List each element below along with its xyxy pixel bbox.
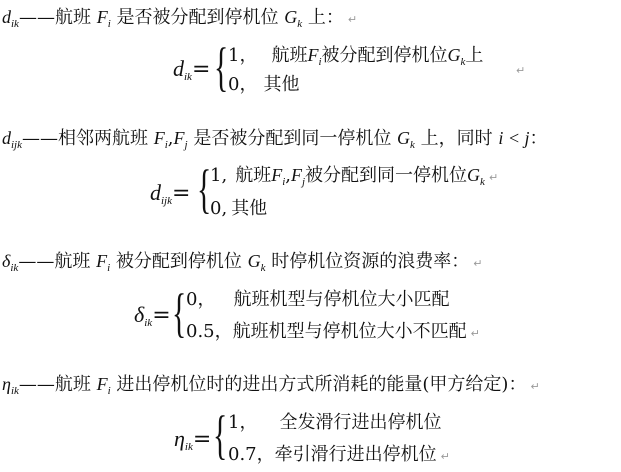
case-value: 0, (210, 198, 228, 219)
paragraph-mark: ↵ (470, 327, 480, 340)
lhs-subscript: ijk (161, 195, 172, 207)
dash: —— (18, 374, 55, 395)
condition: i < j (498, 128, 530, 148)
equation-lhs-d-ik (173, 56, 210, 82)
definition-d-ik (2, 6, 357, 31)
definition-text: 被分配到停机位 (110, 251, 248, 272)
var-Fj-subscript: j (184, 139, 188, 151)
var-F: F (307, 45, 319, 65)
paragraph-mark: ↵ (440, 450, 450, 463)
comma: , (167, 128, 174, 149)
case-text: 牵引滑行进出停机位 (274, 444, 437, 465)
case-text: 航班机型与停机位大小不匹配 (232, 321, 467, 342)
definition-text: 航班 (54, 251, 97, 272)
dash: —— (18, 251, 55, 272)
symbol: d (2, 7, 11, 27)
var-G-subscript: k (480, 176, 485, 188)
definition-d-ijk (2, 127, 548, 152)
case-value: 1， (228, 412, 258, 433)
definition-text: 航班 (54, 374, 97, 395)
case-2 (186, 317, 480, 349)
case-text: 被分配到同一停机位 (305, 165, 468, 186)
case-value: 0， (186, 289, 216, 310)
equation-lhs-delta-ik (134, 302, 171, 328)
case-text: 航班机型与停机位大小匹配 (233, 289, 450, 310)
left-brace: { (172, 283, 187, 343)
var-F-subscript: i (107, 385, 111, 397)
var-F: F (96, 374, 108, 394)
symbol: η (2, 374, 11, 394)
definition-text: 上，同时 (414, 128, 499, 149)
lhs-subscript: ik (184, 441, 193, 453)
definition-text: 相邻两航班 (58, 128, 154, 149)
left-brace: { (213, 405, 228, 465)
symbol-subscript: ik (11, 18, 19, 30)
var-F-subscript: i (107, 262, 111, 274)
lhs-symbol: d (173, 56, 184, 81)
definition-delta-ik (2, 250, 482, 275)
case-value: 0.7， (228, 444, 275, 465)
definition-text: 是否被分配到同一停机位 (187, 128, 398, 149)
var-Fi: F (271, 165, 283, 185)
case-text: 航班 (271, 45, 308, 66)
lhs-symbol: δ (134, 302, 145, 327)
var-Fj: F (173, 128, 185, 148)
definition-text: ： (529, 128, 548, 149)
var-Fj: F (290, 165, 302, 185)
equation-lhs-d-ijk (150, 180, 190, 206)
lhs-subscript: ik (144, 317, 153, 329)
paragraph-mark: ↵ (488, 171, 499, 184)
case-text: 被分配到停机位 (321, 45, 448, 66)
var-G-subscript: k (410, 139, 415, 151)
definition-text: 进出停机位时的进出方式所消耗的能量(甲方给定)： (110, 374, 527, 395)
var-G: G (284, 7, 298, 27)
case-1 (210, 160, 498, 193)
var-G: G (247, 251, 261, 271)
var-G: G (447, 45, 461, 65)
case-value: 1, (210, 165, 228, 186)
case-value: 0， (228, 74, 258, 95)
comma: , (285, 165, 291, 186)
case-text: 其他 (231, 198, 268, 219)
var-Fj-subscript: j (301, 176, 306, 188)
case-text: 上 (465, 45, 484, 66)
definition-eta-ik (2, 373, 540, 398)
definition-text: 是否被分配到停机位 (110, 7, 285, 28)
symbol-subscript: ik (10, 385, 19, 397)
var-Fi-subscript: i (282, 176, 286, 188)
var-F-subscript: i (318, 56, 322, 68)
case-value: 0.5， (186, 321, 233, 342)
var-G: G (397, 128, 411, 148)
equation-lhs-eta-ik (174, 426, 211, 452)
var-F: F (96, 251, 108, 271)
var-F: F (96, 7, 108, 27)
case-2 (228, 440, 450, 472)
definition-text: 上： (302, 7, 344, 28)
var-G-subscript: k (297, 18, 303, 30)
left-brace: { (214, 37, 229, 97)
symbol-subscript: ik (10, 262, 19, 274)
case-2 (228, 70, 299, 100)
symbol: δ (2, 251, 11, 271)
equals-sign: = (152, 303, 171, 328)
left-brace: { (197, 159, 212, 219)
case-1 (228, 408, 441, 438)
var-G-subscript: k (460, 56, 466, 68)
equals-sign: = (192, 427, 212, 452)
var-F-subscript: i (107, 18, 111, 30)
equals-sign: = (191, 57, 211, 82)
var-Fi: F (153, 128, 165, 148)
dash: —— (18, 7, 55, 28)
paragraph-mark: ↵ (530, 380, 540, 393)
dash: —— (22, 128, 58, 149)
case-text: 全发滑行进出停机位 (279, 412, 442, 433)
case-value: 1， (228, 45, 258, 66)
var-Fi-subscript: i (164, 139, 168, 151)
symbol-subscript: ijk (11, 139, 22, 151)
case-1 (186, 285, 449, 315)
lhs-symbol: d (150, 180, 161, 205)
case-text: 其他 (263, 74, 300, 95)
definition-text: 时停机位资源的浪费率： (265, 251, 470, 272)
equals-sign: = (172, 181, 191, 206)
case-2 (210, 194, 267, 224)
paragraph-mark: ↵ (516, 64, 526, 77)
lhs-symbol: η (174, 426, 185, 451)
var-G-subscript: k (260, 262, 266, 274)
var-G: G (467, 165, 481, 185)
definition-text: 航班 (54, 7, 97, 28)
case-1 (228, 40, 483, 73)
paragraph-mark: ↵ (347, 13, 358, 26)
lhs-subscript: ik (184, 71, 192, 83)
case-text: 航班 (235, 165, 272, 186)
symbol: d (2, 128, 11, 148)
paragraph-mark: ↵ (473, 257, 483, 270)
